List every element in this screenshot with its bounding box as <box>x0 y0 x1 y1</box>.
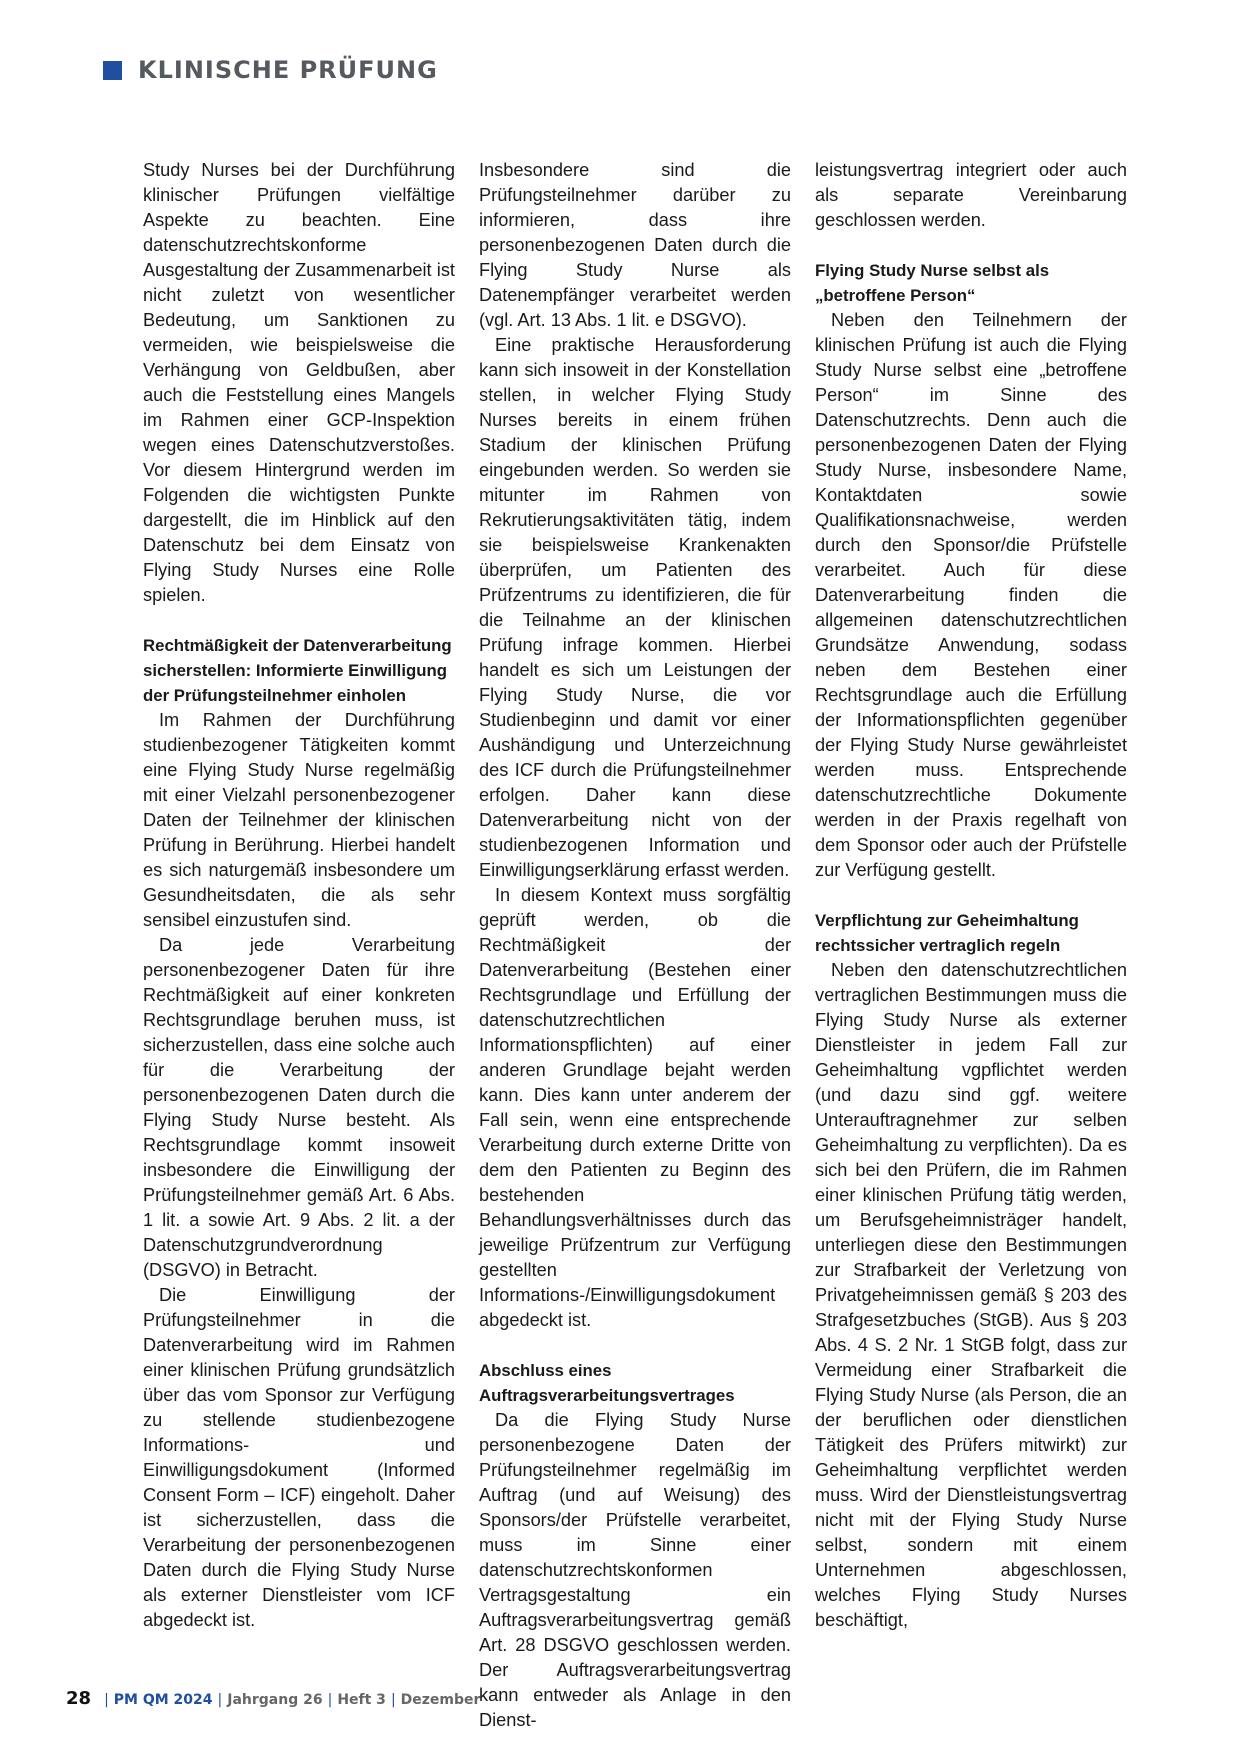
subheading: Abschluss eines Auftragsverarbeitungsvertrages <box>479 1361 735 1405</box>
subheading: Verpflichtung zur Geheimhaltung rechtssicher vertraglich regeln <box>815 911 1079 955</box>
text-column-1 <box>143 158 455 1633</box>
volume-label: Jahrgang 26 <box>227 1692 323 1708</box>
paragraph: leistungsvertrag integriert oder auch als separate Vereinbarung geschlossen werden. <box>815 160 1127 230</box>
paragraph: Die Einwilligung der Prüfungsteilnehmer in die Datenverarbeitung wird im Rahmen einer klinischen Prüfung grundsätzlich über das vom Sponsor zur Verfügung zu stellende studienbezogene Informations- und Einwilligungsdokument (Informed Consent Form – ICF) eingeholt. Daher ist sicherzustellen, dass die Verarbeitung der personenbezogenen Daten durch die Flying Study Nurse als externer Dienstleister vom ICF abgedeckt ist. <box>143 1285 455 1630</box>
issue-label: Heft 3 <box>337 1692 386 1708</box>
paragraph: Eine praktische Herausforderung kann sich insoweit in der Konstellation stellen, in welcher Flying Study Nurses bereits in einem frühen Stadium der klinischen Prüfung eingebunden werden. So werden sie mitunter im Rahmen von Rekrutierungsaktivitäten tätig, indem sie beispielsweise Krankenakten überprüfen, um Patienten des Prüfzentrums zu identifizieren, die für die Teilnahme an der klinischen Prüfung infrage kommen. Hierbei handelt es sich um Leistungen der Flying Study Nurse, die vor Studienbeginn und damit vor einer Aushändigung und Unterzeichnung des ICF durch die Prüfungsteilnehmer erfolgen. Daher kann diese Datenverarbeitung nicht von der studienbezogenen Information und Einwilligungserklärung erfasst werden. <box>479 335 791 880</box>
subheading: Flying Study Nurse selbst als „betroffene Person“ <box>815 261 1050 305</box>
page-header <box>103 56 438 84</box>
section-title: KLINISCHE PRÜFUNG <box>138 56 438 84</box>
footer-separator: | <box>104 1692 109 1708</box>
paragraph: Im Rahmen der Durchführung studienbezogener Tätigkeiten kommt eine Flying Study Nurse regelmäßig mit einer Vielzahl personenbezogener Daten der Teilnehmer der klinischen Prüfung in Berührung. Hierbei handelt es sich naturgemäß insbesondere um Gesundheitsdaten, die als sehr sensibel einzustufen sind. <box>143 710 455 930</box>
journal-name: PM QM 2024 <box>113 1692 213 1708</box>
section-marker-icon <box>103 61 122 80</box>
text-column-2 <box>479 158 791 1733</box>
page-footer <box>66 1688 480 1709</box>
paragraph: Da jede Verarbeitung personenbezogener Daten für ihre Rechtmäßigkeit auf einer konkreten Rechtsgrundlage beruhen muss, ist sicherzustellen, dass eine solche auch für die Verarbeitung der personenbezogenen Daten durch die Flying Study Nurse besteht. Als Rechtsgrundlage kommt insoweit insbesondere die Einwilligung der Prüfungsteilnehmer gemäß Art. 6 Abs. 1 lit. a sowie Art. 9 Abs. 2 lit. a der Datenschutzgrundverordnung (DSGVO) in Betracht. <box>143 935 455 1280</box>
paragraph: In diesem Kontext muss sorgfältig geprüft werden, ob die Rechtmäßigkeit der Datenverarbeitung (Bestehen einer Rechtsgrundlage und Erfüllung der datenschutzrechtlichen Informationspflichten) auf einer anderen Grundlage bejaht werden kann. Dies kann unter anderem der Fall sein, wenn eine entsprechende Verarbeitung durch externe Dritte von dem den Patienten zu Beginn des bestehenden Behandlungsverhältnisses durch das jeweilige Prüfzentrum zur Verfügung gestellten Informations-/Einwilligungsdokument abgedeckt ist. <box>479 885 791 1330</box>
subheading: Rechtmäßigkeit der Datenverarbeitung sicherstellen: Informierte Einwilligung der Prüfungsteilnehmer einholen <box>143 636 452 705</box>
paragraph: Insbesondere sind die Prüfungsteilnehmer darüber zu informieren, dass ihre personenbezogenen Daten durch die Flying Study Nurse als Datenempfänger verarbeitet werden (vgl. Art. 13 Abs. 1 lit. e DSGVO). <box>479 160 791 330</box>
month-label: Dezember <box>400 1692 481 1708</box>
footer-separator: | <box>217 1692 223 1708</box>
footer-separator: | <box>327 1692 333 1708</box>
text-column-3 <box>815 158 1127 1633</box>
paragraph: Da die Flying Study Nurse personenbezogene Daten der Prüfungsteilnehmer regelmäßig im Auftrag (und auf Weisung) des Sponsors/der Prüfstelle verarbeitet, muss im Sinne einer datenschutzrechtskonformen Vertragsgestaltung ein Auftragsverarbeitungsvertrag gemäß Art. 28 DSGVO geschlossen werden. Der Auftragsverarbeitungsvertrag kann entweder als Anlage in den Dienst- <box>479 1410 791 1730</box>
footer-separator: | <box>390 1692 396 1708</box>
page-number: 28 <box>66 1688 92 1709</box>
paragraph: Study Nurses bei der Durchführung klinischer Prüfungen vielfältige Aspekte zu beachten. Eine datenschutzrechtskonforme Ausgestaltung der Zusammenarbeit ist nicht zuletzt von wesentlicher Bedeutung, um Sanktionen zu vermeiden, wie beispielsweise die Verhängung von Geldbußen, aber auch die Feststellung eines Mangels im Rahmen einer GCP-Inspektion wegen eines Datenschutzverstoßes. Vor diesem Hintergrund werden im Folgenden die wichtigsten Punkte dargestellt, die im Hinblick auf den Datenschutz bei dem Einsatz von Flying Study Nurses eine Rolle spielen. <box>143 160 455 605</box>
paragraph: Neben den datenschutzrechtlichen vertraglichen Bestimmungen muss die Flying Study Nurse als externer Dienstleister in jedem Fall zur Geheimhaltung vgpflichtet werden (und dazu sind ggf. weitere Unterauftragnehmer zur selben Geheimhaltung zu verpflichten). Da es sich bei den Prüfern, die im Rahmen einer klinischen Prüfung tätig werden, um Berufsgeheimnisträger handelt, unterliegen diese den Bestimmungen zur Strafbarkeit der Verletzung von Privatgeheimnissen gemäß § 203 des Strafgesetzbuches (StGB). Aus § 203 Abs. 4 S. 2 Nr. 1 StGB folgt, dass zur Vermeidung einer Strafbarkeit die Flying Study Nurse (als Person, die an der beruflichen oder dienstlichen Tätigkeit des Prüfers mitwirkt) zur Geheimhaltung verpflichtet werden muss. Wird der Dienstleistungsvertrag nicht mit der Flying Study Nurse selbst, sondern mit einem Unternehmen abgeschlossen, welches Flying Study Nurses beschäftigt, <box>815 960 1127 1630</box>
paragraph: Neben den Teilnehmern der klinischen Prüfung ist auch die Flying Study Nurse selbst eine „betroffene Person“ im Sinne des Datenschutzrechts. Denn auch die personenbezogenen Daten der Flying Study Nurse, insbesondere Name, Kontaktdaten sowie Qualifikationsnachweise, werden durch den Sponsor/die Prüfstelle verarbeitet. Auch für diese Datenverarbeitung finden die allgemeinen datenschutzrechtlichen Grundsätze Anwendung, sodass neben dem Bestehen einer Rechtsgrundlage auch die Erfüllung der Informationspflichten gegenüber der Flying Study Nurse gewährleistet werden muss. Entsprechende datenschutzrechtliche Dokumente werden in der Praxis regelhaft von dem Sponsor oder auch der Prüfstelle zur Verfügung gestellt. <box>815 310 1127 880</box>
